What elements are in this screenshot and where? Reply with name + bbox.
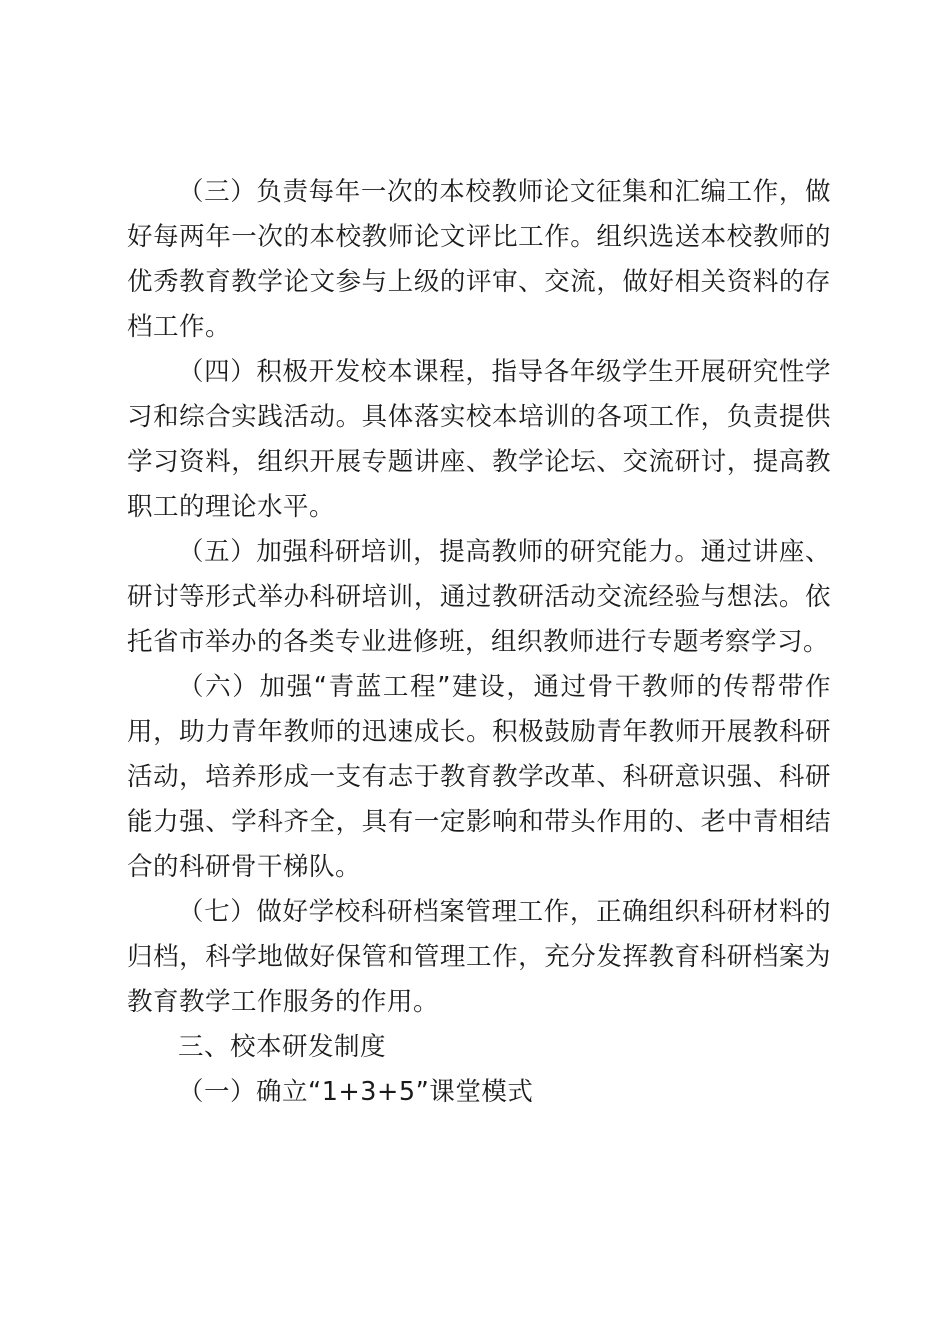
subsection-heading: （一）确立“1+3+5”课堂模式 (178, 1077, 534, 1107)
paragraph-5: （五）加强科研培训，提高教师的研究能力。通过讲座、研讨等形式举办科研培训，通过教研活动交流经验与想法。依托省市举办的各类专业进修班，组织教师进行专题考察学习。 (127, 537, 831, 657)
document-body (127, 170, 831, 1115)
paragraph-6: （六）加强“青蓝工程”建设，通过骨干教师的传帮带作用，助力青年教师的迅速成长。积极鼓励青年教师开展教科研活动，培养形成一支有志于教育教学改革、科研意识强、科研能力强、学科齐全，具有一定影响和带头作用的、老中青相结合的科研骨干梯队。 (127, 672, 831, 882)
section-heading: 三、校本研发制度 (178, 1032, 387, 1062)
paragraph-7: （七）做好学校科研档案管理工作，正确组织科研材料的归档，科学地做好保管和管理工作，充分发挥教育科研档案为教育教学工作服务的作用。 (127, 897, 831, 1017)
paragraph-3: （三）负责每年一次的本校教师论文征集和汇编工作，做好每两年一次的本校教师论文评比工作。组织选送本校教师的优秀教育教学论文参与上级的评审、交流，做好相关资料的存档工作。 (127, 177, 831, 342)
paragraph-4: （四）积极开发校本课程，指导各年级学生开展研究性学习和综合实践活动。具体落实校本培训的各项工作，负责提供学习资料，组织开展专题讲座、教学论坛、交流研讨，提高教职工的理论水平。 (127, 357, 831, 522)
